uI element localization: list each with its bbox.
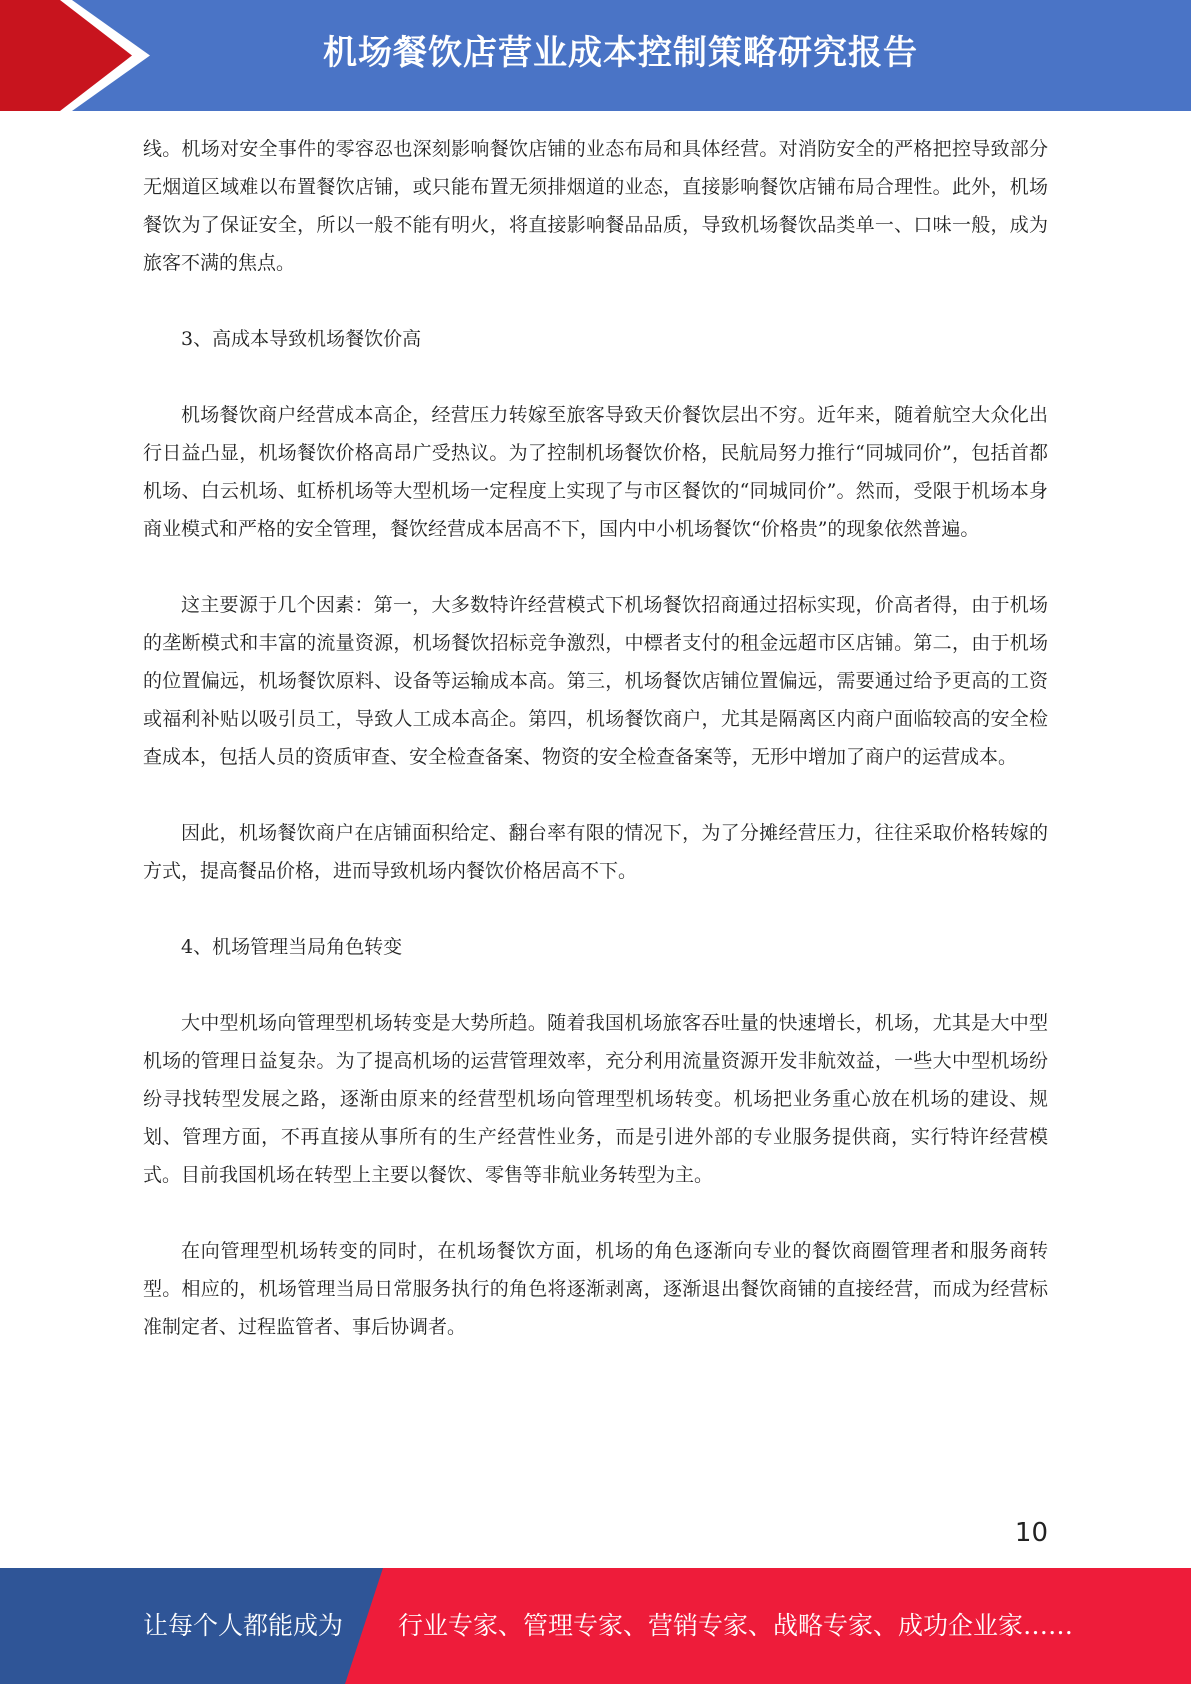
header-arrow-icon xyxy=(0,0,150,111)
document-body xyxy=(143,130,1048,1384)
page-header xyxy=(0,0,1191,111)
page-footer xyxy=(0,1568,1191,1684)
footer-slogan-right: 行业专家、管理专家、营销专家、战略专家、成功企业家…… xyxy=(398,1611,1074,1640)
paragraph-4: 因此，机场餐饮商户在店铺面积给定、翻台率有限的情况下，为了分摊经营压力，往往采取价格转嫁的方式，提高餐品价格，进而导致机场内餐饮价格居高不下。 xyxy=(143,822,1048,882)
paragraph-2: 机场餐饮商户经营成本高企，经营压力转嫁至旅客导致天价餐饮层出不穷。近年来，随着航空大众化出行日益凸显，机场餐饮价格高昂广受热议。为了控制机场餐饮价格，民航局努力推行“同城同价”，包括首都机场、白云机场、虹桥机场等大型机场一定程度上实现了与市区餐饮的“同城同价”。然而，受限于机场本身商业模式和严格的安全管理，餐饮经营成本居高不下，国内中小机场餐饮“价格贵”的现象依然普遍。 xyxy=(143,404,1048,540)
paragraph-5: 大中型机场向管理型机场转变是大势所趋。随着我国机场旅客吞吐量的快速增长，机场，尤其是大中型机场的管理日益复杂。为了提高机场的运营管理效率，充分利用流量资源开发非航效益，一些大中型机场纷纷寻找转型发展之路，逐渐由原来的经营型机场向管理型机场转变。机场把业务重心放在机场的建设、规划、管理方面，不再直接从事所有的生产经营性业务，而是引进外部的专业服务提供商，实行特许经营模式。目前我国机场在转型上主要以餐饮、零售等非航业务转型为主。 xyxy=(143,1012,1048,1186)
paragraph-3: 这主要源于几个因素：第一，大多数特许经营模式下机场餐饮招商通过招标实现，价高者得，由于机场的垄断模式和丰富的流量资源，机场餐饮招标竞争激烈，中標者支付的租金远超市区店铺。第二，由于机场的位置偏远，机场餐饮原料、设备等运输成本高。第三，机场餐饮店铺位置偏远，需要通过给予更高的工资或福利补贴以吸引员工，导致人工成本高企。第四，机场餐饮商户，尤其是隔离区内商户面临较高的安全检查成本，包括人员的资质审查、安全检查备案、物资的安全检查备案等，无形中增加了商户的运营成本。 xyxy=(143,594,1048,768)
section-heading-4: 4、机场管理当局角色转变 xyxy=(181,936,403,958)
paragraph-6: 在向管理型机场转变的同时，在机场餐饮方面，机场的角色逐渐向专业的餐饮商圈管理者和服务商转型。相应的，机场管理当局日常服务执行的角色将逐渐剥离，逐渐退出餐饮商铺的直接经营，而成为经营标准制定者、过程监管者、事后协调者。 xyxy=(143,1240,1048,1338)
section-heading-3: 3、高成本导致机场餐饮价高 xyxy=(181,328,422,350)
paragraph-1: 线。机场对安全事件的零容忍也深刻影响餐饮店铺的业态布局和具体经营。对消防安全的严格把控导致部分无烟道区域难以布置餐饮店铺，或只能布置无须排烟道的业态，直接影响餐饮店铺布局合理性。此外，机场餐饮为了保证安全，所以一般不能有明火，将直接影响餐品品质，导致机场餐饮品类单一、口味一般，成为旅客不满的焦点。 xyxy=(143,138,1048,274)
page-number: 10 xyxy=(1014,1518,1048,1548)
document-title: 机场餐饮店营业成本控制策略研究报告 xyxy=(323,33,918,73)
footer-slogan-left: 让每个人都能成为 xyxy=(143,1611,344,1640)
